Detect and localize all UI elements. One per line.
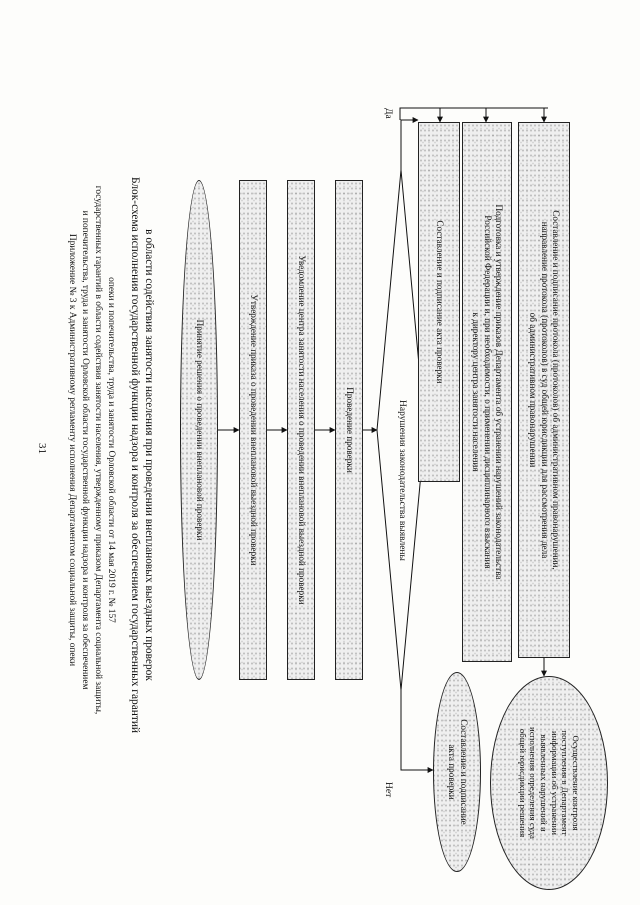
- control-text-1: Осуществление контроля: [570, 735, 581, 831]
- control-text-6: общей юрисдикции решения: [517, 728, 528, 838]
- page-number: 31: [36, 443, 48, 454]
- orders-text-3: к директору центра занятости населения: [471, 312, 482, 472]
- notification-text: Уведомление центра занятости населения о проведении внеплановой выездной проверки: [296, 255, 307, 605]
- appendix-line-4: опеки и попечительства, труда и занятости Орловской области от 14 мая 2019 г. № 157: [106, 277, 116, 623]
- violations-label: Нарушения законодательства выявлены: [397, 400, 407, 561]
- control-text-4: выявленных нарушений и: [539, 734, 549, 832]
- orders-text-2: Российской Федерации и, при необходимости, о применении дисциплинарного взыскания: [482, 215, 493, 569]
- no-label: Нет: [383, 782, 393, 798]
- scheme-title-line-2: в области содействия занятости населения при проведении внеплановых выездных проверок: [143, 229, 155, 681]
- decision-start-ellipse: [180, 180, 218, 680]
- order-approval-box: [239, 180, 267, 680]
- protocol-box: [518, 122, 570, 658]
- act-yes-box: [418, 122, 460, 482]
- appendix-line-2: и попечительства, труда и занятости Орловской области государственной функции надзора и контроля за обеспечением: [80, 210, 90, 690]
- orders-box: [462, 122, 512, 662]
- branch-no-line: [401, 690, 433, 770]
- appendix-line-1: Приложение № 3 к Административному регламенту исполнения Департаментом социальной защиты, опеки: [67, 233, 77, 667]
- branch-yes-line: [401, 120, 418, 170]
- control-text-3: информации об устранении: [549, 731, 560, 835]
- protocol-text-3: об административном правонарушении: [528, 312, 539, 468]
- notification-box: [287, 180, 315, 680]
- scheme-title-line-1: Блок-схема исполнения государственной функции надзора и контроля за обеспечением государственных гарантий: [129, 176, 141, 734]
- act-yes-text: Составление и подписание акта проверки: [434, 220, 445, 384]
- yes-label: Да: [383, 108, 393, 119]
- conducting-box: [335, 180, 363, 680]
- protocol-text-1: Составление и подписание протокола (протоколов) об административном правонарушении,: [551, 210, 562, 570]
- conducting-text: Проведение проверки: [344, 387, 355, 473]
- control-ellipse: [490, 676, 608, 890]
- decision-start-text: Принятие решения о проведении внеплановой проверки: [194, 319, 205, 541]
- protocol-text-2: направление протокола (протоколов) в суд общей юрисдикции для рассмотрения дела: [539, 221, 550, 559]
- control-text-5: исполнения определения суда: [528, 727, 539, 839]
- act-no-text-1: Составление и подписание: [458, 719, 469, 825]
- act-no-ellipse: [433, 672, 481, 872]
- spine-yes-line: [400, 108, 548, 120]
- control-text-2: поступления в Департамент: [560, 730, 571, 836]
- appendix-line-3: государственных гарантий в области содействия занятости населения, утвержденному приказом Департамента социальной защиты,: [93, 185, 103, 715]
- order-approval-text: Утверждение приказа о проведении внеплановой выездной проверки: [248, 294, 259, 566]
- act-no-text-2: акта проверки: [447, 744, 457, 800]
- orders-text-1: Подготовка и утверждение приказов Департамента об устранении нарушений законодательства: [494, 204, 505, 580]
